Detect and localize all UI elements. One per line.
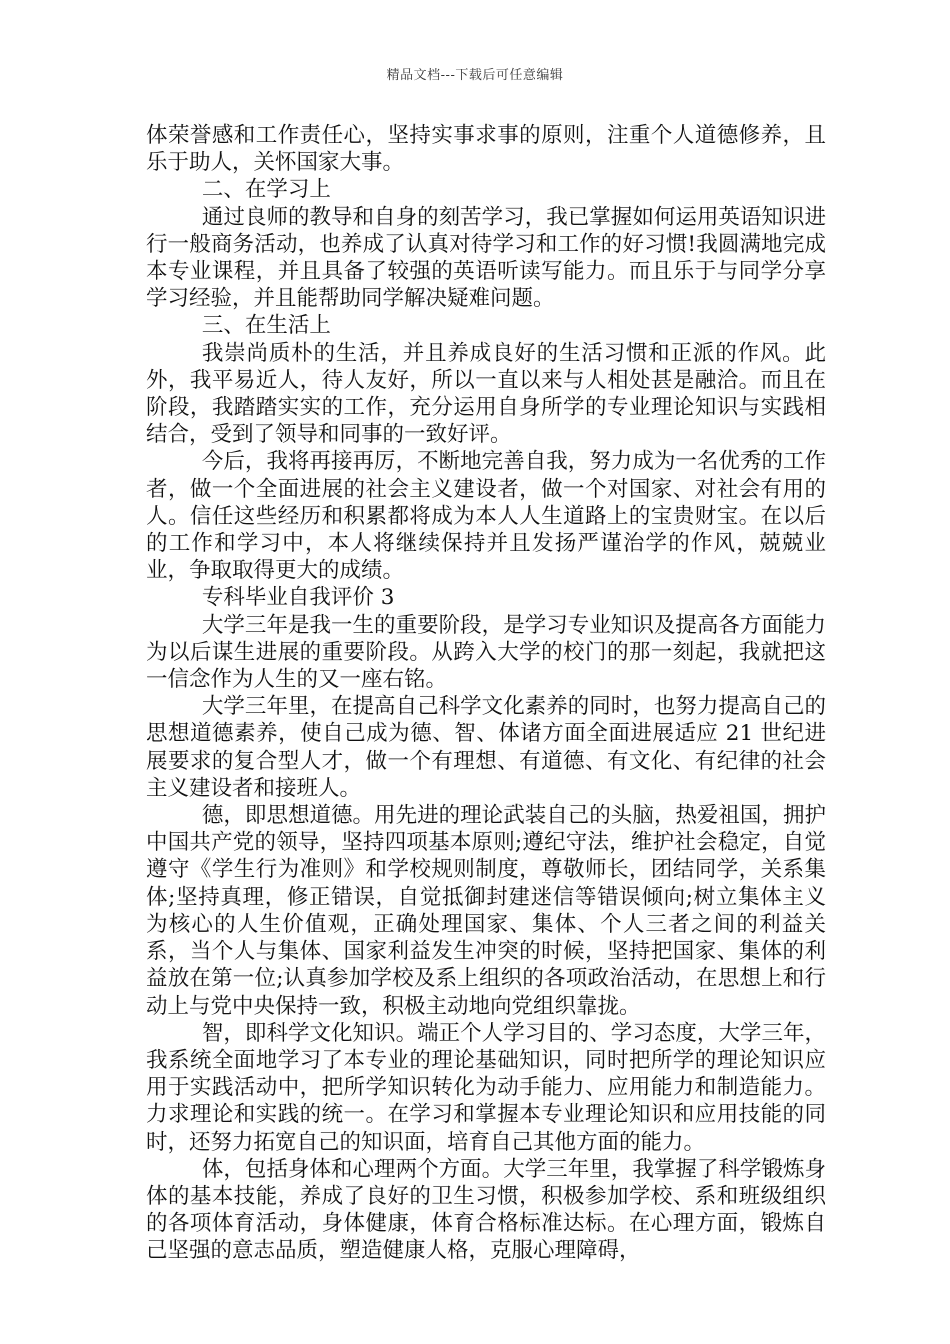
section-heading-life: 三、在生活上 bbox=[201, 313, 331, 339]
paragraph-university-intro: 大学三年是我一生的重要阶段，是学习专业知识及提高各方面能力为以后谋生进展的重要阶段。从跨入大学的校门的那一刻起，我就把这一信念作为人生的又一座右铭。 bbox=[146, 612, 826, 693]
paragraph-intellect: 智，即科学文化知识。端正个人学习目的、学习态度，大学三年，我系统全面地学习了本专业的理论基础知识，同时把所学的理论知识应用于实践活动中，把所学知识转化为动手能力、应用能力和制造能力。力求理论和实践的统一。在学习和掌握本专业理论知识和应用技能的同时，还努力拓宽自己的知识面，培育自己其他方面的能力。 bbox=[146, 1020, 826, 1155]
paragraph-morality: 德，即思想道德。用先进的理论武装自己的头脑，热爱祖国，拥护中国共产党的领导，坚持四项基本原则;遵纪守法，维护社会稳定，自觉遵守《学生行为准则》和学校规则制度，尊敬师长，团结同学，关系集体;坚持真理，修正错误，自觉抵御封建迷信等错误倾向;树立集体主义为核心的人生价值观，正确处理国家、集体、个人三者之间的利益关系，当个人与集体、国家利益发生冲突的时候，坚持把国家、集体的利益放在第一位;认真参加学校及系上组织的各项政治活动，在思想上和行动上与党中央保持一致，积极主动地向党组织靠拢。 bbox=[146, 803, 826, 1019]
paragraph-life: 我崇尚质朴的生活，并且养成良好的生活习惯和正派的作风。此外，我平易近人，待人友好，所以一直以来与人相处甚是融洽。而且在阶段，我踏踏实实的工作，充分运用自身所学的专业理论知识与实践相结合，受到了领导和同事的一致好评。 bbox=[146, 340, 826, 448]
page-header: 精品文档---下载后可任意编辑 bbox=[386, 68, 564, 83]
paragraph-physical: 体，包括身体和心理两个方面。大学三年里，我掌握了科学锻炼身体的基本技能，养成了良好的卫生习惯，积极参加学校、系和班级组织的各项体育活动，身体健康，体育合格标准达标。在心理方面，锻炼自己坚强的意志品质，塑造健康人格，克服心理障碍， bbox=[146, 1156, 826, 1264]
paragraph-future: 今后，我将再接再厉，不断地完善自我，努力成为一名优秀的工作者，做一个全面进展的社会主义建设者，做一个对国家、对社会有用的人。信任这些经历和积累都将成为本人人生道路上的宝贵财宝。在以后的工作和学习中，本人将继续保持并且发扬严谨治学的作风，兢兢业业，争取取得更大的成绩。 bbox=[146, 449, 826, 584]
paragraph-study: 通过良师的教导和自身的刻苦学习，我已掌握如何运用英语知识进行一般商务活动，也养成了认真对待学习和工作的好习惯!我圆满地完成本专业课程，并且具备了较强的英语听读写能力。而且乐于与同学分享学习经验，并且能帮助同学解决疑难问题。 bbox=[146, 204, 826, 312]
section-heading-study: 二、在学习上 bbox=[201, 177, 331, 203]
paragraph-continuation: 体荣誉感和工作责任心，坚持实事求事的原则，注重个人道德修养，且乐于助人，关怀国家大事。 bbox=[146, 123, 826, 176]
paragraph-university-goals: 大学三年里，在提高自己科学文化素养的同时，也努力提高自己的思想道德素养，使自己成为德、智、体诸方面全面进展适应 21 世纪进展要求的复合型人才，做一个有理想、有道德、有文化、有纪律的社会主义建设者和接班人。 bbox=[146, 694, 826, 801]
section-heading-self-evaluation-3: 专科毕业自我评价 3 bbox=[201, 585, 395, 611]
document-body bbox=[146, 122, 826, 1265]
